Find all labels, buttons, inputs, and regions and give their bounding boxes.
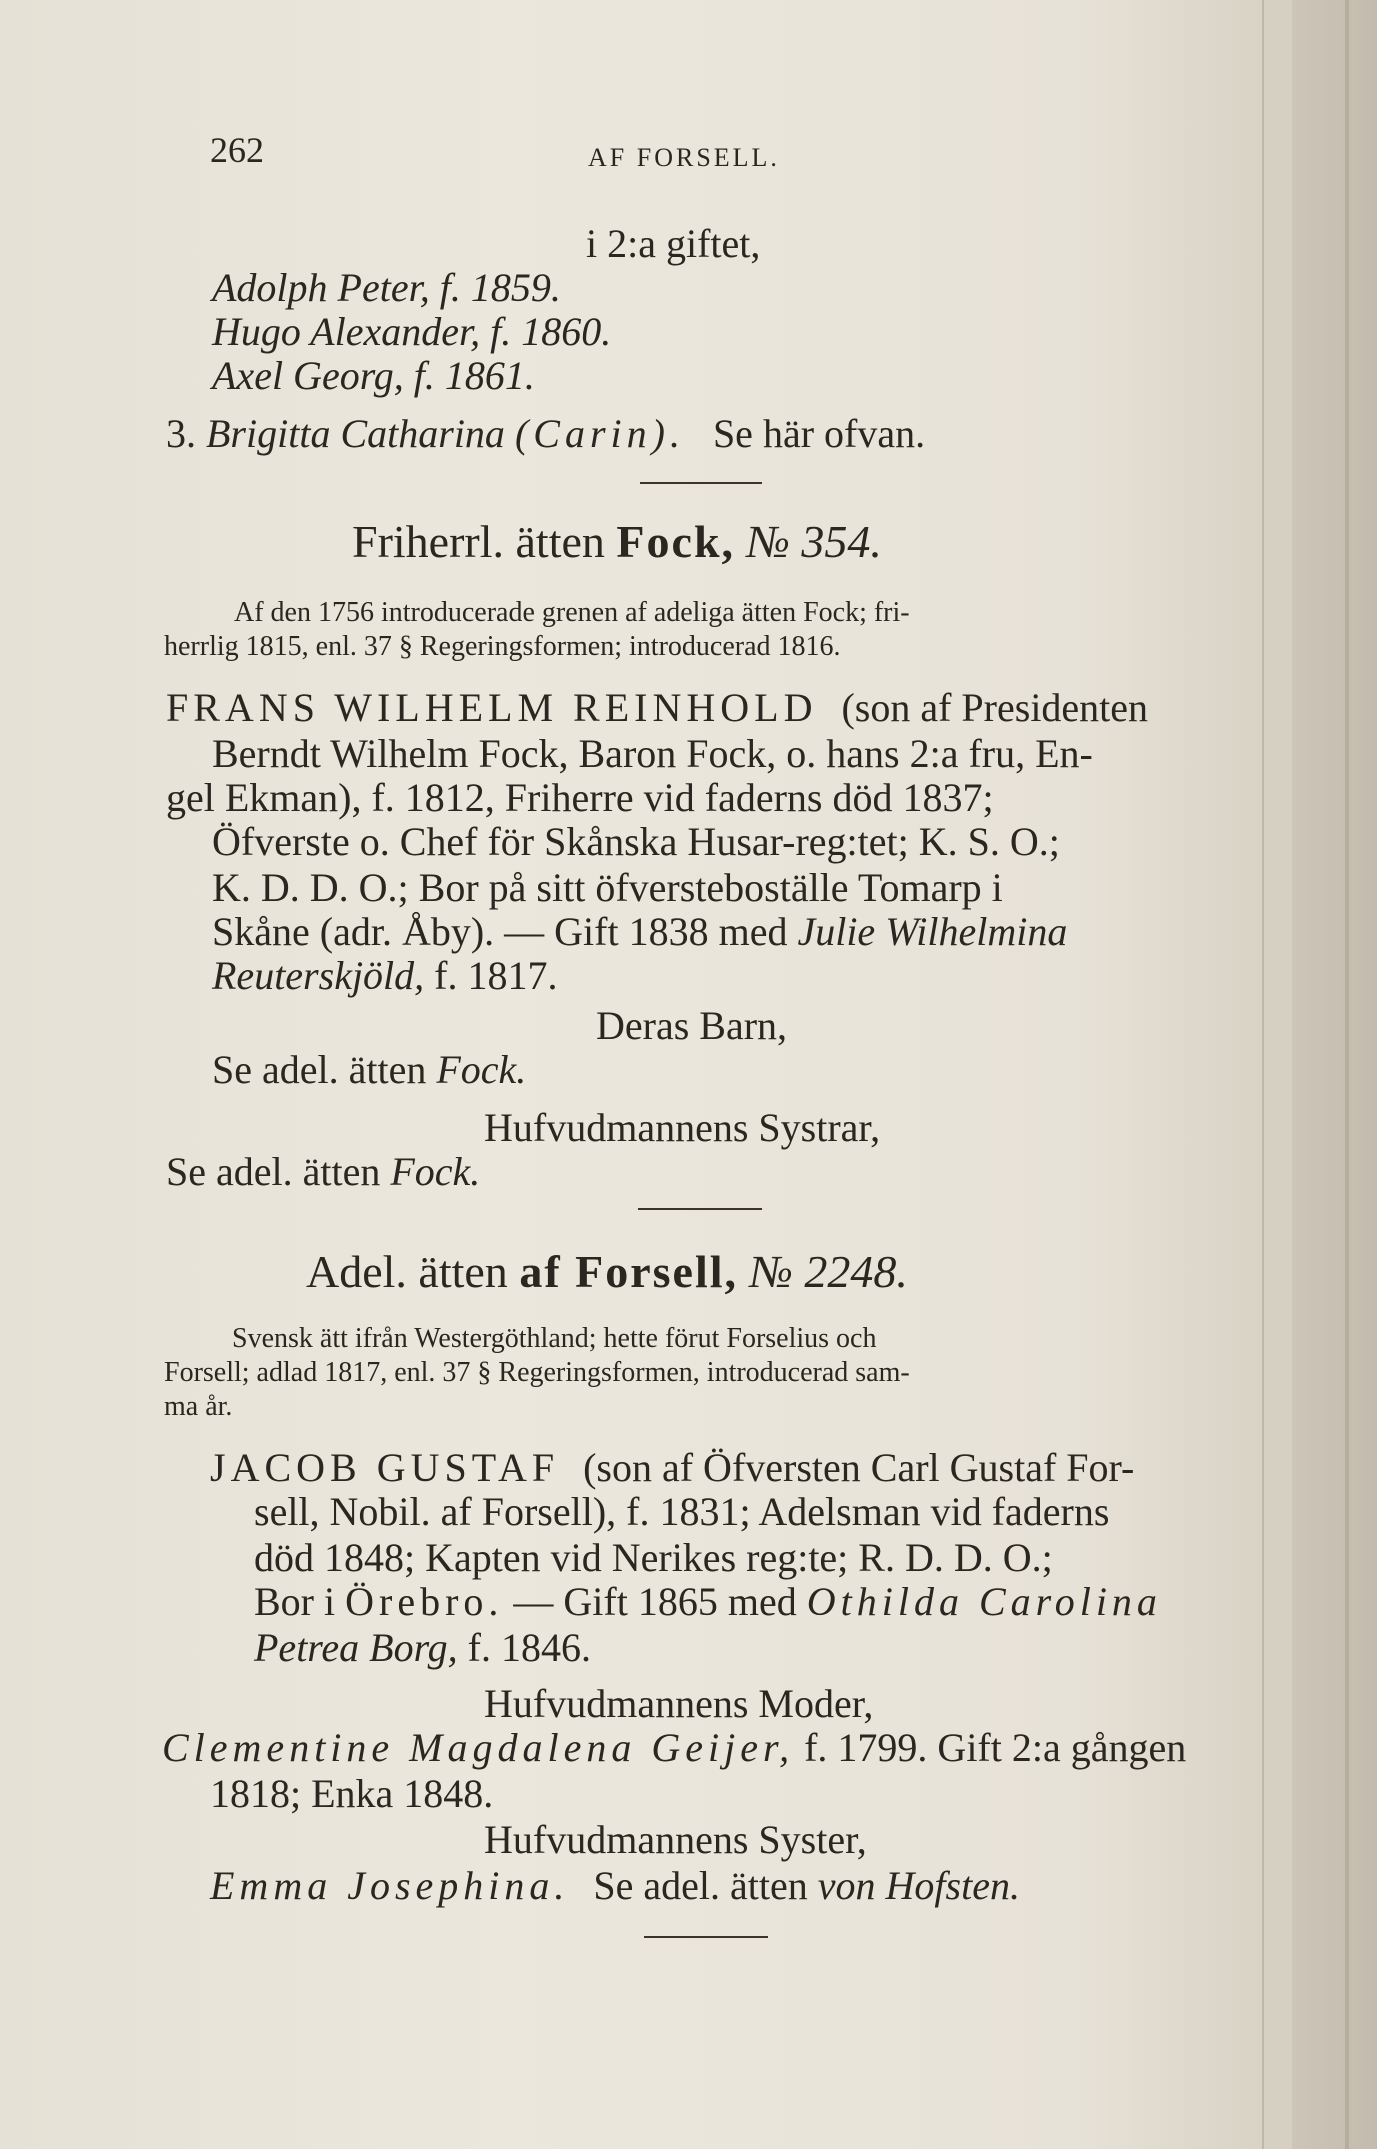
fock-title [352, 516, 882, 567]
fock-title-name: Fock, [616, 516, 736, 567]
forsell-title-pre: Adel. ätten [306, 1246, 508, 1297]
fock-bio-7 [212, 954, 558, 998]
fock-head-name: FRANS WILHELM REINHOLD [166, 685, 818, 730]
forsell-bio-5-rest: f. 1846. [467, 1625, 591, 1670]
forsell-mother-heading: Hufvudmannens Moder, [484, 1681, 874, 1726]
forsell-sister-ref: von Hofsten. [817, 1863, 1020, 1908]
fock-children-ref-pre: Se adel. ätten [212, 1047, 427, 1092]
fock-sisters-ref-pre: Se adel. ätten [166, 1149, 381, 1194]
fock-title-number: № 354. [746, 516, 882, 567]
fock-bio-6-spouse: Julie Wilhelmina [797, 909, 1068, 954]
prev-line-5 [166, 412, 925, 456]
prev-line-1: i 2:a giftet, [586, 221, 761, 266]
fock-bio-7-spouse: Reuterskjöld, [212, 953, 425, 998]
forsell-bio-3: död 1848; Kapten vid Nerikes reg:te; R. D. D. O.; [254, 1535, 1053, 1580]
forsell-intro-3: ma år. [164, 1391, 233, 1422]
fock-bio-2: Berndt Wilhelm Fock, Baron Fock, o. hans 2:a fru, En- [212, 731, 1093, 776]
prev-line-3: Hugo Alexander, f. 1860. [212, 309, 612, 354]
divider-1 [640, 482, 762, 484]
fock-bio-1-rest: (son af Presidenten [841, 685, 1149, 730]
fock-bio-3: gel Ekman), f. 1812, Friherre vid faderns död 1837; [166, 775, 994, 820]
fock-bio-6-pre: Skåne (adr. Åby). — Gift 1838 med [212, 909, 788, 954]
forsell-mother-line-1 [162, 1726, 1186, 1770]
fock-sisters-ref-name: Fock. [390, 1149, 481, 1194]
fock-children-heading: Deras Barn, [596, 1003, 788, 1048]
forsell-bio-4-pre: Bor i [254, 1579, 336, 1624]
fock-intro-1: Af den 1756 introducerade grenen af adeliga ätten Fock; fri- [234, 597, 910, 628]
fock-bio-7-rest: f. 1817. [434, 953, 558, 998]
book-fore-edge [1292, 0, 1377, 2149]
prev-line-5-num: 3. [166, 411, 196, 456]
fock-children-ref-name: Fock. [436, 1047, 527, 1092]
running-title: AF FORSELL. [588, 143, 780, 172]
forsell-head-name: JACOB GUSTAF [210, 1445, 560, 1490]
forsell-bio-1 [210, 1446, 1134, 1490]
forsell-bio-4-mid: — Gift 1865 med [513, 1579, 797, 1624]
forsell-title-number: № 2248. [749, 1246, 908, 1297]
fock-children-ref [212, 1048, 526, 1092]
page-number: 262 [210, 130, 264, 170]
forsell-mother-line-2: 1818; Enka 1848. [210, 1771, 494, 1816]
forsell-sister-name: Emma Josephina. [210, 1863, 570, 1908]
prev-line-5-rest: Se här ofvan. [712, 411, 926, 456]
forsell-sister-pre: Se adel. ätten [593, 1863, 808, 1908]
fock-sisters-ref [166, 1150, 480, 1194]
forsell-sister-heading: Hufvudmannens Syster, [484, 1817, 867, 1862]
prev-line-2: Adolph Peter, f. 1859. [212, 265, 561, 310]
fock-bio-4: Öfverste o. Chef för Skånska Husar-reg:tet; K. S. O.; [212, 819, 1060, 864]
fock-bio-1 [166, 686, 1148, 730]
prev-line-5-paren: (Carin). [514, 411, 685, 456]
fock-bio-6 [212, 910, 1067, 954]
fock-intro-2: herrlig 1815, enl. 37 § Regeringsformen; introducerad 1816. [164, 631, 841, 662]
forsell-title-name: af Forsell, [519, 1246, 739, 1297]
divider-3 [644, 1936, 768, 1938]
forsell-bio-1-rest: (son af Öfversten Carl Gustaf For- [583, 1445, 1135, 1490]
forsell-mother-name: Clementine Magdalena Geijer, [162, 1725, 795, 1770]
forsell-bio-2: sell, Nobil. af Forsell), f. 1831; Adelsman vid faderns [254, 1489, 1110, 1534]
forsell-bio-4-spouse: Othilda Carolina [806, 1579, 1162, 1624]
forsell-intro-1: Svensk ätt ifrån Westergöthland; hette förut Forselius och [232, 1323, 877, 1354]
forsell-mother-rest: f. 1799. Gift 2:a gången [804, 1725, 1187, 1770]
binding-shadow [1345, 0, 1349, 2149]
forsell-bio-4 [254, 1580, 1162, 1624]
fock-bio-5: K. D. D. O.; Bor på sitt öfversteboställe Tomarp i [212, 865, 1003, 910]
forsell-intro-2: Forsell; adlad 1817, enl. 37 § Regeringsformen, introducerad sam- [164, 1357, 910, 1388]
forsell-bio-5-spouse: Petrea Borg, [254, 1625, 458, 1670]
forsell-title [306, 1246, 908, 1297]
forsell-sister-line [210, 1864, 1020, 1908]
forsell-bio-4-city: Örebro. [345, 1579, 504, 1624]
fock-title-pre: Friherrl. ätten [352, 516, 605, 567]
prev-line-4: Axel Georg, f. 1861. [212, 353, 535, 398]
divider-2 [638, 1208, 762, 1210]
page-edge [1262, 0, 1294, 2149]
fock-sisters-heading: Hufvudmannens Systrar, [484, 1105, 881, 1150]
prev-line-5-name: Brigitta Catharina [206, 411, 505, 456]
forsell-bio-5 [254, 1626, 591, 1670]
